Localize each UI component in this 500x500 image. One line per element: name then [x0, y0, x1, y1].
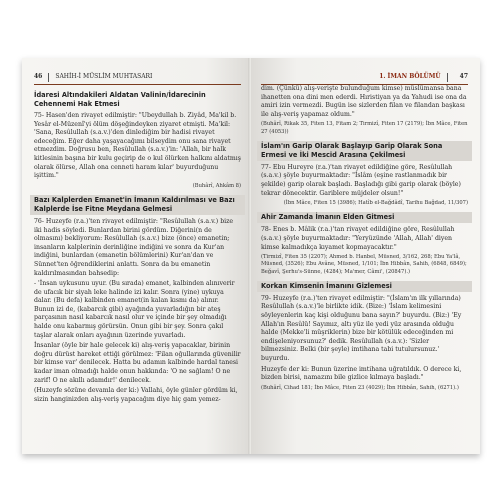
open-book [22, 58, 480, 454]
hadith-source: (Tirmizî, Fiten 35 (2207); Ahmed b. Hanbel, Müsned, 3/162, 268; Ebu Ya'lâ, Müsned, (3526); Ebu Avâne, Müsned, 1/101; İbn Hibbân, Sahih, (6848, 6849); Beğavî, Şerhu's-Sünne, (4284); Ma'mer, Câmi', (20847).) [261, 254, 467, 275]
running-title: SAHİH-İ MÜSLİM MUHTASARI [55, 72, 153, 80]
section-heading: İslam'ın Garip Olarak Başlayıp Garip Olarak Sona Ermesi ve İki Mescid Arasına Çekilmesi [257, 141, 472, 161]
hadith-source: (Buhârî, Rikak 35, Fiten 13, Fitam 2; Tirmizî, Fiten 17 (2179); İbn Mâce, Fiten 27 (4053)) [261, 121, 468, 135]
hadith-paragraph: 79- Huzeyfe (r.a.)'ten rivayet edilmiştir: "(İslam'ın ilk yıllarında) Resûlullah (s.a.v.)'le birlikte idik. (Bize:) 'İslam kelimesini söyleyenlerin kaç kişi olduğunu bana sayın?' buyurdu. (Biz:) 'Ey Allah'ın Resûlü! Sayımız, altı yüz ile yedi yüz arasında olduğu halde (Mekke'li müşriklerin) bize bir kötülük edeceğinden mi endişeleniyorsunuz?' dedik. Resûlullah (s.a.v.): 'Sizler bilmezsiniz. Belki (bir şeyle) imtihana tabi tutulursunuz.' buyurdu. [261, 294, 462, 362]
hadith-paragraph: 76- Huzeyfe (r.a.)'ten rivayet edilmiştir: "Resûlullah (s.a.v.) bize iki hadis söyledi. Bunlardan birini gördüm. Diğerini(n de olmasını) bekliyorum: Resûlullah (s.a.v.) bize (önce) emanetin; insanların kalplerinin derinliğine indiğini ve sonra da Kur'an indiğini, bunlardan (emanetin bölümlerini) Kur'an'dan ve Sünnet'ten öğrendiklerini anlattı. Sonra da bu emanetin kaldırılmasından bahsedip: [34, 217, 234, 277]
page-number: 46 [34, 72, 43, 80]
running-title: 1. İMAN BÖLÜMÜ [379, 72, 441, 80]
hadith-paragraph: İnsanlar (öyle bir hale gelecek ki) alış-veriş yapacaklar, birinin doğru dürüst hareket ettiği görülmez: 'Filan oğullarında güvenilir bir kimse var' denilecek. Hatta bu adamın kalbinde hardal tanesi kadar iman olmadığı halde onun hakkında: 'O ne sağlam! O ne zarif! O ne akıllı adamdır!' denilecek. [34, 342, 241, 384]
section-heading: Bazı Kalplerden Emanet'in İmanın Kaldırılması ve Bazı Kalplerde İse Fitne Meydana Gelmesi [30, 195, 245, 215]
left-page-header [34, 70, 241, 85]
hadith-paragraph: (Huzeyfe sözüne devamla der ki:) Vallahi, öyle günler gördüm ki, sizin hanginizden alış-veriş yapacağım diye hiç gam yemez- [34, 387, 238, 403]
hadith-paragraph: 77- Ebu Hureyre (r.a.)'tan rivayet edildiğine göre, Resûlullah (s.a.v.) şöyle buyurmaktadır: "İslâm (eşine rastlanmadık bir şekilde) garip olarak başladı. Başladığı gibi garip olarak (böyle) tekrar dönecektir. Gariblere müjdeler olsun!" [261, 163, 461, 197]
hadith-paragraph: 75- Hasen'den rivayet edilmiştir: "Ubeydullah b. Ziyâd, Ma'kil b. Yesâr el-Müzenî'yi ölüm döşeğindeyken ziyaret etmişti. Ma'kil: 'Sana, Resûlullah (s.a.v.)'den dinlediğim bir hadisi rivayet edeceğim. Eğer daha yaşayacağımı bilseydim onu sana rivayet etmezdim. Doğrusu ben, Resûlullah (s.a.v.)'in: 'Allah, bir halk kitlesinin başına bir kulu geçirip de o kul ölürken halkını aldatmış olarak ölürse, Allah ona cenneti haram kılar' buyurduğunu işittim." [34, 112, 241, 180]
hadith-paragraph: Huzeyfe der ki: Bunun üzerine imtihana uğratıldık. O derece ki, bizden birisi, namazını bile gizlice kılmaya başladı." [261, 365, 462, 382]
section-heading: İdaresi Altındakileri Aldatan Valinin/İdarecinin Cehennemi Hak Etmesi [34, 91, 206, 108]
hadith-paragraph: dim. (Çünkü) alış-verişte bulunduğum kimse) müslümansa bana ihanetten ona dini men ederdi. Hıristiyan ya da Yahudi ise ona da amiri izin vermezdi. Bugün ise sizlerden filan ve filandan başkası ile alış-veriş yapamaz oldum." [261, 85, 467, 118]
page-number: 47 [459, 72, 468, 80]
right-page [251, 58, 480, 454]
hadith-paragraph: 78- Enes b. Mâlik (r.a.)'tan rivayet edildiğine göre, Resûlullah (s.a.v.) şöyle buyurmaktadır: "Yeryüzünde 'Allah, Allah' diyen kimse kalmadıkça kıyamet kopmayacaktır." [261, 226, 455, 251]
right-page-header [261, 70, 468, 85]
section-heading: Korkan Kimsenin İmanını Gizlemesi [257, 281, 472, 292]
section-heading: Ahir Zamanda İmanın Elden Gitmesi [257, 212, 472, 223]
header-divider [447, 73, 448, 82]
hadith-source: (Buhârî, Cihad 181; İbn Mâce, Fiten 23 (4029); İbn Hibbân, Sahih, (6271).) [261, 384, 459, 391]
hadith-source: (Buhârî, Ahkâm 8) [192, 182, 241, 189]
hadith-paragraph: - 'İnsan uykusunu uyur. (Bu sırada) emanet, kalbinden alınıverir de ufacık bir siyah leke halinde izi kalır. Sonra (yine) uykuya dalar. (Bu defa) kalbinden emanet(in kalan kısmı da) alınır. Bunun izi de, (kabarcık gibi) ayağında yuvarladığın bir ateş parçasının nasıl kabarcık nasıl olur ve içinde bir şey olmadığı halde onu kabarmış görürsün. Onun gibi bir şey. Sonra çakıl taşlar alarak onları ayağının üzerinde yuvarladı. [34, 280, 235, 339]
header-divider [48, 73, 49, 82]
hadith-source: (İbn Mâce, Fiten 15 (3986); Hatîb el-Bağdâdî, Tarihu Bağdad, 11/307) [283, 200, 468, 207]
left-page [22, 58, 251, 454]
